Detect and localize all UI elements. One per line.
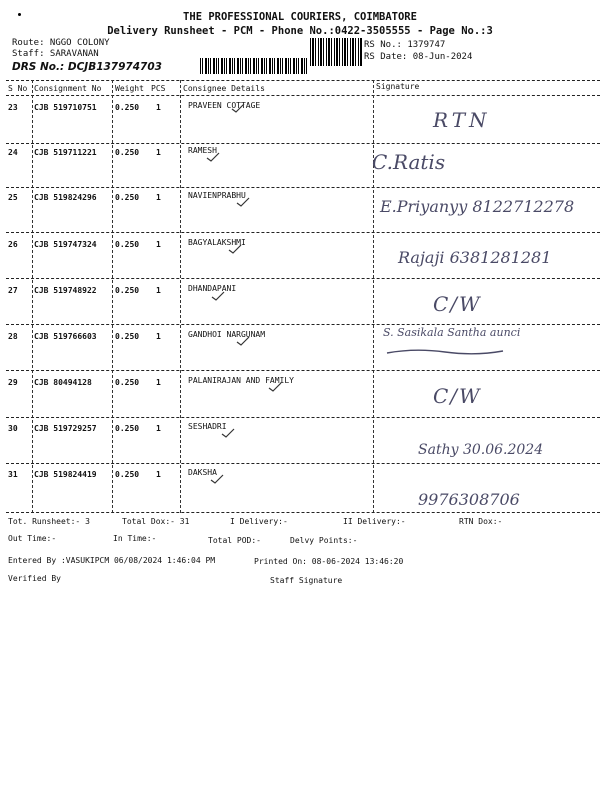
row-pcs: 1 bbox=[156, 148, 161, 157]
entered-by: Entered By :VASUKIPCM 06/08/2024 1:46:04 PM bbox=[8, 556, 216, 565]
row-consignment: CJB 519766603 bbox=[34, 332, 97, 341]
checkmark-icon bbox=[236, 336, 250, 346]
col-divider bbox=[32, 80, 33, 513]
col-header-pcs: PCS bbox=[151, 84, 166, 93]
row-consignment: CJB 519747324 bbox=[34, 240, 97, 249]
row-divider bbox=[6, 143, 600, 144]
row-sno: 24 bbox=[8, 148, 18, 157]
company-title: THE PROFESSIONAL COURIERS, COIMBATORE bbox=[183, 11, 417, 23]
checkmark-icon bbox=[206, 152, 220, 162]
row-weight: 0.250 bbox=[115, 103, 140, 112]
total-pod: Total POD:- bbox=[208, 536, 261, 545]
row-weight: 0.250 bbox=[115, 193, 140, 202]
col-header-consignee: Consignee Details bbox=[183, 84, 265, 93]
row-consignee: PRAVEEN COTTAGE bbox=[188, 101, 261, 110]
checkmark-icon bbox=[211, 291, 225, 301]
row-sno: 23 bbox=[8, 103, 18, 112]
runsheet-subtitle: Delivery Runsheet - PCM - Phone No.:0422-3505555 - Page No.:3 bbox=[107, 25, 493, 37]
row-divider bbox=[6, 278, 600, 279]
row-consignment: CJB 519729257 bbox=[34, 424, 97, 433]
table-bottom-rule bbox=[6, 512, 600, 513]
in-time: In Time:- bbox=[113, 534, 157, 543]
row-sno: 30 bbox=[8, 424, 18, 433]
route-label: Route: NGGO COLONY bbox=[12, 38, 110, 48]
row-weight: 0.250 bbox=[115, 378, 140, 387]
rs-barcode bbox=[310, 38, 362, 66]
row-signature: C/W bbox=[433, 384, 482, 408]
row-pcs: 1 bbox=[156, 193, 161, 202]
total-dox: Total Dox:- 31 bbox=[122, 517, 190, 526]
row-weight: 0.250 bbox=[115, 424, 140, 433]
row-consignment: CJB 519710751 bbox=[34, 103, 97, 112]
tot-runsheet: Tot. Runsheet:- 3 bbox=[8, 517, 90, 526]
row-pcs: 1 bbox=[156, 424, 161, 433]
rs-date: RS Date: 08-Jun-2024 bbox=[364, 52, 473, 62]
row-signature: Sathy 30.06.2024 bbox=[418, 442, 544, 458]
drs-barcode bbox=[200, 58, 308, 74]
row-consignee: DAKSHA bbox=[188, 468, 217, 477]
row-consignment: CJB 80494128 bbox=[34, 378, 92, 387]
row-divider bbox=[6, 463, 600, 464]
row-consignee: NAVIENPRABHU bbox=[188, 191, 246, 200]
row-signature: RTN bbox=[433, 108, 491, 132]
printed-on: Printed On: 08-06-2024 13:46:20 bbox=[254, 557, 404, 566]
row-sno: 26 bbox=[8, 240, 18, 249]
checkmark-icon bbox=[231, 103, 245, 113]
strikethrough-scribble bbox=[385, 347, 505, 357]
row-sno: 25 bbox=[8, 193, 18, 202]
row-consignee: BAGYALAKSHMI bbox=[188, 238, 246, 247]
row-consignee: PALANIRAJAN AND FAMILY bbox=[188, 376, 294, 385]
row-pcs: 1 bbox=[156, 378, 161, 387]
row-consignee: DHANDAPANI bbox=[188, 284, 237, 293]
table-top-rule bbox=[6, 80, 600, 81]
checkmark-icon bbox=[268, 382, 282, 392]
row-signature: E.Priyanyy 8122712278 bbox=[380, 197, 575, 216]
row-pcs: 1 bbox=[156, 103, 161, 112]
rs-number: RS No.: 1379747 bbox=[364, 40, 446, 50]
row-sno: 28 bbox=[8, 332, 18, 341]
i-delivery: I Delivery:- bbox=[230, 517, 288, 526]
col-header-consignment: Consignment No bbox=[34, 84, 102, 93]
row-pcs: 1 bbox=[156, 240, 161, 249]
row-divider bbox=[6, 324, 600, 325]
delvy-points: Delvy Points:- bbox=[290, 536, 358, 545]
row-signature: S. Sasikala Santha aunci bbox=[383, 326, 521, 339]
row-weight: 0.250 bbox=[115, 470, 140, 479]
row-divider bbox=[6, 232, 600, 233]
col-divider bbox=[112, 80, 113, 513]
staff-signature: Staff Signature bbox=[270, 576, 343, 585]
row-divider bbox=[6, 187, 600, 188]
col-header-sno: S No bbox=[8, 84, 28, 93]
row-consignee: GANDHOI NARGUNAM bbox=[188, 330, 266, 339]
row-weight: 0.250 bbox=[115, 332, 140, 341]
row-signature: C/W bbox=[433, 292, 482, 316]
verified-by: Verified By bbox=[8, 574, 61, 583]
row-weight: 0.250 bbox=[115, 240, 140, 249]
row-consignment: CJB 519824296 bbox=[34, 193, 97, 202]
row-weight: 0.250 bbox=[115, 286, 140, 295]
row-consignment: CJB 519711221 bbox=[34, 148, 97, 157]
row-consignee: RAMESH bbox=[188, 146, 217, 155]
drs-number: DRS No.: DCJB137974703 bbox=[12, 61, 162, 73]
row-pcs: 1 bbox=[156, 470, 161, 479]
col-header-weight: Weight bbox=[115, 84, 144, 93]
row-sno: 29 bbox=[8, 378, 18, 387]
ii-delivery: II Delivery:- bbox=[343, 517, 406, 526]
row-pcs: 1 bbox=[156, 286, 161, 295]
row-pcs: 1 bbox=[156, 332, 161, 341]
row-sno: 27 bbox=[8, 286, 18, 295]
checkmark-icon bbox=[228, 244, 242, 254]
row-consignment: CJB 519824419 bbox=[34, 470, 97, 479]
row-divider bbox=[6, 370, 600, 371]
col-divider bbox=[373, 80, 374, 513]
row-consignment: CJB 519748922 bbox=[34, 286, 97, 295]
rtn-dox: RTN Dox:- bbox=[459, 517, 503, 526]
checkmark-icon bbox=[221, 428, 235, 438]
row-signature: 9976308706 bbox=[418, 490, 520, 509]
row-divider bbox=[6, 417, 600, 418]
col-divider bbox=[180, 80, 181, 513]
row-sno: 31 bbox=[8, 470, 18, 479]
row-consignee: SESHADRI bbox=[188, 422, 227, 431]
row-signature: C.Ratis bbox=[372, 150, 446, 174]
staff-label: Staff: SARAVANAN bbox=[12, 49, 99, 59]
row-weight: 0.250 bbox=[115, 148, 140, 157]
out-time: Out Time:- bbox=[8, 534, 57, 543]
row-signature: Rajaji 6381281281 bbox=[398, 248, 552, 267]
checkmark-icon bbox=[236, 197, 250, 207]
header-bottom-rule bbox=[6, 95, 600, 96]
checkmark-icon bbox=[210, 474, 224, 484]
col-header-signature: Signature bbox=[376, 82, 420, 91]
